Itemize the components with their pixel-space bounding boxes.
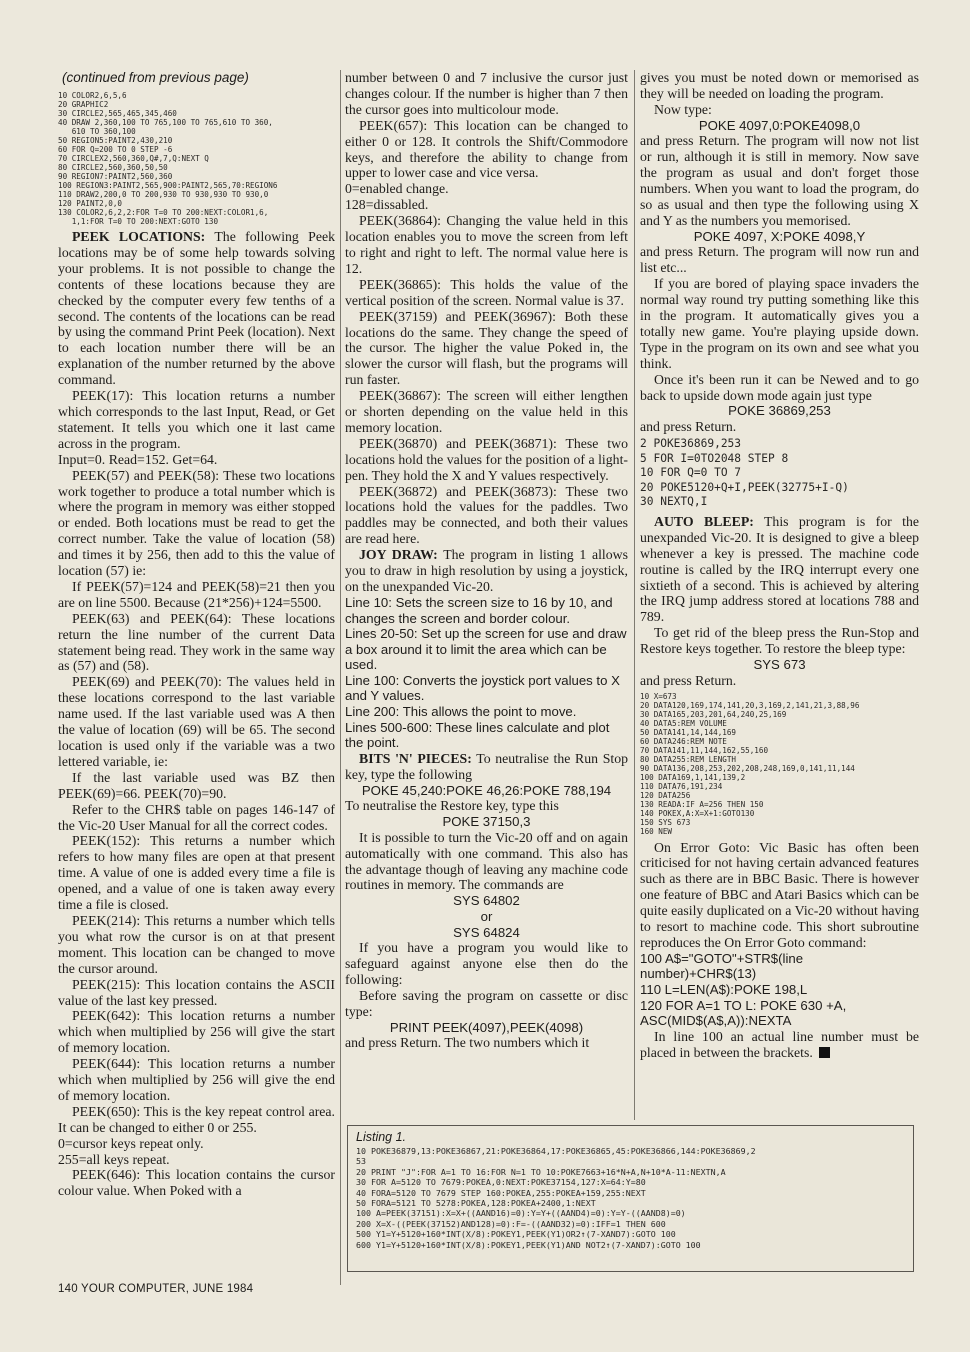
article-body-col1	[58, 229, 335, 1199]
paragraph	[640, 70, 919, 102]
paragraph	[345, 547, 628, 595]
paragraph	[345, 309, 628, 389]
paragraph-text: Refer to the CHR$ table on pages 146-147 of the Vic-20 User Manual for all the correct codes.	[58, 801, 335, 833]
code-line: 150 SYS 673	[640, 817, 691, 827]
paragraph	[345, 595, 628, 626]
paragraph-text: 128=dissabled.	[345, 197, 429, 213]
listing-box	[347, 1125, 914, 1272]
code-line: 60 FOR Q=200 TO 0 STEP -6	[58, 145, 173, 154]
paragraph-text: number between 0 and 7 inclusive the cursor just changes colour. If the number is higher than 7 then the cursor goes into multicolour mode.	[345, 70, 628, 117]
section-heading: AUTO BLEEP:	[654, 513, 754, 529]
paragraph	[640, 118, 919, 134]
paragraph-text: SYS 64802	[453, 893, 520, 909]
paragraph	[58, 229, 335, 388]
paragraph-text: POKE 37150,3	[442, 814, 531, 830]
code-line: 60 DATA246:REM NOTE	[640, 736, 727, 746]
paragraph	[58, 1152, 335, 1168]
code-line: 90 DATA136,208,253,202,208,248,169,0,141,11,144	[640, 763, 855, 773]
code-line: 100 DATA169,1,141,139,2	[640, 772, 746, 782]
paragraph	[640, 951, 919, 982]
paragraph-text: The program in listing 1 allows you to draw in high resolution by using a joystick, on the unexpanded Vic-20.	[345, 547, 628, 594]
paragraph-text: PEEK(214): This returns a number which tells you what row the cursor is on at that present moment. This location can be changed to move the cursor around.	[58, 912, 335, 976]
end-of-article-mark	[819, 1047, 830, 1058]
code-line: 80 CIRCLE2,560,360,50,50	[58, 163, 168, 172]
paragraph	[58, 674, 335, 769]
paragraph	[640, 673, 919, 689]
paragraph	[58, 770, 335, 802]
paragraph	[345, 213, 628, 277]
paragraph	[345, 925, 628, 941]
paragraph	[640, 276, 919, 371]
paragraph	[640, 1029, 919, 1061]
code-line: 120 DATA256	[640, 790, 691, 800]
paragraph	[345, 277, 628, 309]
paragraph-text: 120 FOR A=1 TO L: POKE 630 +A, ASC(MID$(A$,A)):NEXTA	[640, 997, 847, 1029]
column-rule-left	[340, 70, 341, 1285]
paragraph-text: If you are bored of playing space invaders the normal way round try putting something like this in the program. It automatically gives you a totally new game. You're playing upside down. Type in the program on its own and see what you think.	[640, 276, 919, 371]
code-line: 130 READA:IF A=256 THEN 150	[640, 799, 764, 809]
paragraph-text: The following Peek locations may be of some help towards solving your problems. It is not possible to change the contents of these locations because they are checked by the computer every few tenths of a second. The contents of the locations can be read by using the command Print Peek (location). Next to each location number there will be an explanation of the number returned by the above command.	[58, 229, 335, 388]
paragraph	[345, 436, 628, 484]
paragraph	[345, 909, 628, 925]
paragraph	[345, 988, 628, 1020]
paragraph	[58, 1136, 335, 1152]
article-body-col3-onerror	[640, 840, 919, 1061]
code-line: 40 FORA=5120 TO 7679 STEP 160:POKEA,255:POKEA+159,255:NEXT	[356, 1187, 646, 1198]
paragraph	[640, 982, 919, 998]
paragraph-text: PEEK(650): This is the key repeat control area. It can be changed to either 0 or 255.	[58, 1103, 335, 1135]
paragraph	[345, 830, 628, 894]
paragraph	[345, 1035, 628, 1051]
code-line: 2 POKE36869,253	[640, 436, 742, 450]
paragraph-text: and press Return.	[640, 419, 737, 434]
article-body-col2	[345, 70, 628, 1051]
paragraph	[345, 1020, 628, 1036]
paragraph	[58, 802, 335, 834]
paragraph	[640, 998, 919, 1029]
paragraph-text: Now type:	[654, 101, 712, 117]
paragraph	[58, 468, 335, 579]
code-line: 10 X=673	[640, 691, 677, 701]
paragraph-text: If you have a program you would like to safeguard against anyone else then do the following:	[345, 940, 628, 987]
code-line: 20 PRINT "J":FOR A=1 TO 16:FOR N=1 TO 10:POKE7663+16*N+A,N+10*A-11:NEXTN,A	[356, 1166, 726, 1177]
paragraph-text: Before saving the program on cassette or disc type:	[345, 987, 628, 1019]
paragraph-text: PEEK(36872) and PEEK(36873): These two locations hold the values for the paddles. Two paddles may be connected, and both their values are read here.	[345, 483, 628, 547]
paragraph	[58, 611, 335, 675]
paragraph	[58, 977, 335, 1009]
paragraph-text: It is possible to turn the Vic-20 off and on again automatically with one command. This also has the advantage though of leaving any machine code routines in memory. The commands are	[345, 829, 628, 893]
code-line: 30 DATA165,203,201,64,240,25,169	[640, 709, 787, 719]
paragraph	[58, 1056, 335, 1104]
paragraph-text: PEEK(63) and PEEK(64): These locations return the line number of the current Data statement being read. They work in the same way as (57) and (58).	[58, 610, 335, 674]
paragraph	[640, 372, 919, 404]
paragraph-text: 255=all keys repeat.	[58, 1151, 170, 1167]
code-line: 110 DATA76,191,234	[640, 781, 723, 791]
section-heading: BITS 'N' PIECES:	[359, 750, 472, 766]
listing-title: Listing 1.	[356, 1130, 407, 1144]
code-line: 70 DATA141,11,144,162,55,160	[640, 745, 769, 755]
paragraph-text: and press Return.	[640, 672, 737, 688]
column-one	[58, 70, 335, 1199]
paragraph-text: and press Return. The two numbers which it	[345, 1035, 590, 1051]
paragraph-text: On Error Goto: Vic Basic has often been criticised for not having certain advanced features such as there are in BBC Basic. There is however one feature of BBC and Atari Basics which can be quite easily duplicated on a Vic-20 without having to resort to machine code. This short subroutine reproduces the On Error Goto command:	[640, 839, 919, 950]
section-heading: JOY DRAW:	[359, 547, 438, 563]
code-line: 53	[356, 1156, 366, 1167]
paragraph-text: 110 L=LEN(A$):POKE 198,L	[640, 982, 808, 998]
paragraph	[58, 1008, 335, 1056]
paragraph-text: To neutralise the Run Stop key, type the following	[345, 750, 628, 782]
page-footer: 140 YOUR COMPUTER, JUNE 1984	[58, 1283, 254, 1295]
code-line: 90 REGION7:PAINT2,560,360	[58, 172, 173, 181]
paragraph	[640, 840, 919, 951]
paragraph	[345, 751, 628, 783]
paragraph	[58, 913, 335, 977]
paragraph-text: PEEK(36864): Changing the value held in this location enables you to move the screen from left to right and right to left. The normal value here is 12.	[345, 213, 628, 276]
paragraph-text: To neutralise the Restore key, type this	[345, 798, 559, 814]
code-line: 120 PAINT2,0,0	[58, 199, 123, 208]
paragraph-text: and press Return. The program will now not list or run, although it is still in memory. Now save the program as usual and don't forget those numbers. When you want to load the program, do so as usual and then type the following using X and Y as the numbers you memorised.	[640, 133, 919, 228]
paragraph	[640, 102, 919, 118]
paragraph	[345, 673, 628, 704]
paragraph	[345, 720, 628, 751]
code-line: 100 A=PEEK(37151):X=X+((AAND16)=0):Y=Y+((AAND4)=0):Y=Y-((AAND8)=0)	[356, 1208, 686, 1219]
paragraph	[345, 70, 628, 118]
paragraph	[345, 197, 628, 213]
code-line: 140 POKEX,A:X=X+1:GOTO130	[640, 808, 755, 818]
code-listing-circle	[58, 91, 335, 226]
paragraph	[640, 657, 919, 673]
paragraph	[345, 388, 628, 436]
code-line: 50 FORA=5121 TO 5278:POKEA,128:POKEA+2400,1:NEXT	[356, 1198, 596, 1209]
code-line: 10 COLOR2,6,5,6	[58, 91, 127, 100]
paragraph-text: If PEEK(57)=124 and PEEK(58)=21 then you are on line 5500. Because (21*256)+124=5500.	[58, 578, 335, 610]
code-line: 160 NEW	[640, 826, 673, 836]
paragraph	[58, 452, 335, 468]
paragraph-text: PEEK(69) and PEEK(70): The values held in these locations correspond to the last variable name used. If the last variable used was A then the value of location (69) will be 65. The second location is used only if the variable was a two lettered variable, ie:	[58, 674, 335, 769]
paragraph-text: POKE 4097,0:POKE4098,0	[698, 117, 861, 133]
paragraph	[345, 118, 628, 182]
paragraph-text: To get rid of the bleep press the Run-Stop and Restore keys together. To restore the bleep type:	[640, 625, 919, 657]
code-line: 50 DATA141,14,144,169	[640, 727, 737, 737]
paragraph	[640, 229, 919, 245]
paragraph	[640, 133, 919, 228]
paragraph-text: 0=enabled change.	[345, 181, 449, 197]
code-line: 600 Y1=Y+5120+160*INT(X/8):POKEY1,PEEK(Y1)AND NOT2↑(7-XAND7):GOTO 100	[356, 1239, 701, 1250]
paragraph-text: SYS 64824	[453, 924, 520, 940]
paragraph-text: Input=0. Read=152. Get=64.	[58, 451, 218, 467]
paragraph-text: In line 100 an actual line number must be placed in between the brackets.	[640, 1028, 919, 1060]
column-rule-right	[634, 70, 635, 1120]
paragraph-text: PRINT PEEK(4097),PEEK(4098)	[389, 1019, 584, 1035]
code-line: 20 DATA120,169,174,141,20,3,169,2,141,21,3,88,96	[640, 700, 860, 710]
paragraph-text: PEEK(36870) and PEEK(36871): These two locations hold the values for the position of a light-pen. They hold the X and Y values respectively.	[345, 435, 628, 483]
paragraph	[58, 833, 335, 913]
paragraph	[345, 798, 628, 814]
paragraph-text: PEEK(36867): The screen will either lengthen or shorten depending on the value held in this memory location.	[345, 388, 628, 435]
code-line: 50 REGION5:PAINT2,430,210	[58, 136, 173, 145]
continued-note: (continued from previous page)	[62, 70, 249, 85]
code-line: 5 FOR I=0TO2048 STEP 8	[640, 451, 789, 465]
paragraph-text: PEEK(215): This location contains the ASCII value of the last key pressed.	[58, 976, 335, 1008]
paragraph-text: PEEK(646): This location contains the cursor colour value. When Poked with a	[58, 1167, 335, 1199]
column-three	[640, 70, 919, 1061]
code-line: 610 TO 360,100	[58, 127, 136, 136]
paragraph-text: POKE 36869,253	[728, 403, 831, 419]
code-line: 1,1:FOR T=0 TO 200:NEXT:GOTO 130	[58, 217, 219, 226]
paragraph	[345, 814, 628, 830]
section-heading: PEEK LOCATIONS:	[72, 229, 206, 244]
paragraph-text: SYS 673	[753, 657, 806, 673]
paragraph	[345, 893, 628, 909]
paragraph-text: PEEK(644): This location returns a number which when multiplied by 256 will give the end of memory location.	[58, 1056, 335, 1103]
code-line: 10 POKE36879,13:POKE36867,21:POKE36864,17:POKE36865,45:POKE36866,144:POKE36869,2	[356, 1146, 756, 1156]
code-line: 110 DRAW2,200,0 TO 200,930 TO 930,930 TO 930,0	[58, 190, 269, 199]
code-line: 30 CIRCLE2,565,465,345,460	[58, 109, 177, 118]
paragraph	[640, 244, 919, 276]
code-line: 80 DATA255:REM LENGTH	[640, 754, 737, 764]
article-body-col3-bleep	[640, 514, 919, 689]
paragraph-text: Once it's been run it can be Newed and to go back to upside down mode again just type	[640, 371, 919, 403]
code-line: 100 REGION3:PAINT2,565,900:PAINT2,565,70:REGION6	[58, 181, 278, 190]
paragraph	[640, 625, 919, 657]
code-line: 20 GRAPHIC2	[58, 100, 109, 109]
article-body-col3	[640, 70, 919, 435]
paragraph-text: PEEK(657): This location can be changed to either 0 or 128. It controls the Shift/Commodore keys, and therefore the ability to change from upper to lower case and vice versa.	[345, 117, 628, 181]
paragraph-text: PEEK(152): This returns a number which refers to how many files are open at that present time. A value of one is added every time a file is opened, and a value of one is taken away every time a file is closed.	[58, 833, 335, 913]
paragraph-text: PEEK(17): This location returns a number which corresponds to the last Input, Read, or Get statement. It tells you which one it last came across in the program.	[58, 388, 335, 451]
paragraph-text: Lines 500-600: These lines calculate and plot the point.	[345, 719, 610, 751]
paragraph-text: POKE 4097, X:POKE 4098,Y	[693, 228, 866, 244]
code-line: 30 FOR A=5120 TO 7679:POKEA,0:NEXT:POKE37154,127:X=64:Y=80	[356, 1177, 646, 1188]
paragraph	[58, 579, 335, 611]
paragraph-text: 0=cursor keys repeat only.	[58, 1135, 204, 1151]
code-line: 40 DRAW 2,360,100 TO 765,100 TO 765,610 TO 360,	[58, 118, 273, 127]
code-line: 70 CIRCLEX2,560,360,Q#,7,Q:NEXT Q	[58, 154, 209, 163]
code-line: 200 X=X-((PEEK(37152)AND128)=0):F=-((AAND32)=0):IFF=1 THEN 600	[356, 1218, 666, 1229]
paragraph	[640, 403, 919, 419]
paragraph-text: PEEK(642): This location returns a number which when multiplied by 256 will give the start of memory location.	[58, 1008, 335, 1056]
code-line: 130 COLOR2,6,2,2:FOR T=0 TO 200:NEXT:COLOR1,6,	[58, 208, 269, 217]
code-line: 20 POKE5120+Q+I,PEEK(32775+I-Q)	[640, 480, 849, 494]
code-line: 10 FOR Q=0 TO 7	[640, 466, 742, 480]
paragraph	[640, 419, 919, 435]
code-line: 500 Y1=Y+5120+160*INT(X/8):POKEY1,PEEK(Y1)OR2↑(7-XAND7):GOTO 100	[356, 1229, 676, 1240]
paragraph	[640, 514, 919, 625]
paragraph	[58, 1167, 335, 1199]
paragraph	[345, 783, 628, 799]
paragraph-text: Line 200: This allows the point to move.	[345, 704, 577, 720]
paragraph	[345, 940, 628, 988]
paragraph-text: 100 A$="GOTO"+STR$(line number)+CHR$(13)	[640, 950, 804, 982]
paragraph-text: POKE 45,240:POKE 46,26:POKE 788,194	[361, 782, 612, 798]
paragraph-text: or	[480, 908, 493, 924]
paragraph-text: PEEK(57) and PEEK(58): These two locations work together to produce a total number which is where the program in memory was either stopped or ended. Both locations must be read to get the correct number. Take the value of location (58) and times it by 256, then add to this the value of location (57) ie:	[58, 467, 335, 579]
code-line: 40 DATA5:REM VOLUME	[640, 718, 727, 728]
paragraph	[58, 1104, 335, 1136]
listing-code	[356, 1146, 913, 1250]
paragraph-text: PEEK(36865): This holds the value of the vertical position of the screen. Normal value is 37.	[345, 276, 628, 308]
code-listing-upside-down	[640, 437, 919, 510]
paragraph-text: Line 10: Sets the screen size to 16 by 10, and changes the screen and border colour.	[345, 594, 613, 626]
paragraph	[58, 388, 335, 452]
paragraph-text: PEEK(37159) and PEEK(36967): Both these locations do the same. They change the speed of the cursor. The higher the value Poked in, the slower the cursor will flash, but the programs will run faster.	[345, 308, 628, 388]
paragraph-text: Line 100: Converts the joystick port values to X and Y values.	[345, 672, 620, 704]
paragraph	[345, 484, 628, 548]
paragraph-text: This program is for the unexpanded Vic-20. It is designed to give a bleep whenever a key is pressed. The machine code routine is called by the IRQ interrupt every one sixtieth of a second. This is achieved by altering the IRQ jump address stored at locations 788 and 789.	[640, 513, 919, 625]
paragraph	[345, 704, 628, 720]
paragraph-text: gives you must be noted down or memorised as they will be needed on loading the program.	[640, 70, 919, 101]
paragraph-text: and press Return. The program will now run and list etc...	[640, 244, 919, 276]
paragraph-text: If the last variable used was BZ then PEEK(69)=66. PEEK(70)=90.	[58, 769, 335, 801]
paragraph	[345, 181, 628, 197]
code-listing-auto-bleep	[640, 692, 919, 836]
code-line: 30 NEXTQ,I	[640, 495, 708, 509]
column-two	[345, 70, 628, 1051]
paragraph-text: Lines 20-50: Set up the screen for use and draw a box around it to limit the area which can be used.	[345, 626, 627, 673]
paragraph	[345, 626, 628, 673]
